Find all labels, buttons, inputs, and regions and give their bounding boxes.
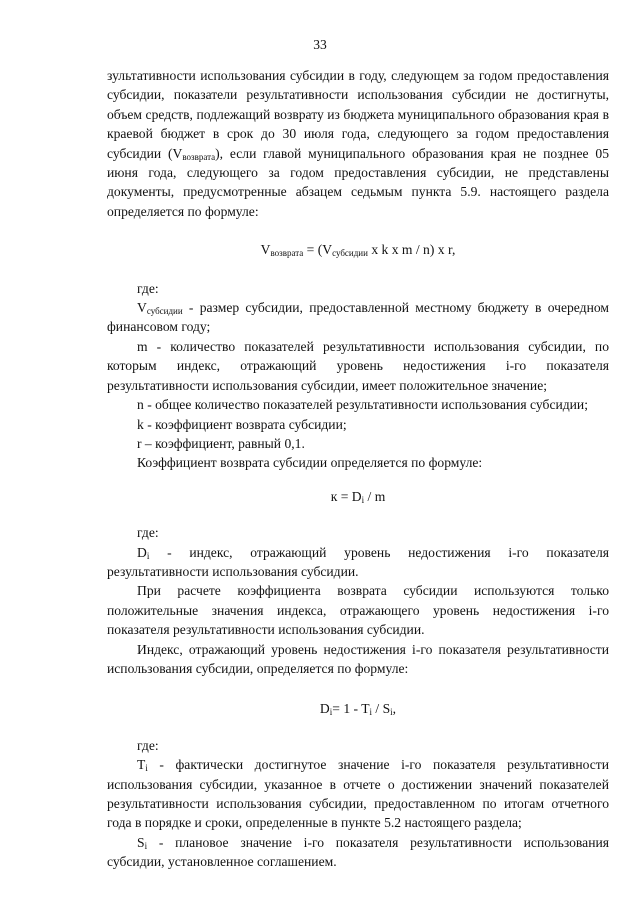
document-body <box>107 66 609 872</box>
definition-m: m - количество показателей результативности использования субсидии, по которым индекс, отражающий уровень недостижения i-го показателя результативности использования субсидии, имеет положительное значение; <box>107 338 609 393</box>
paragraph-positive-values: При расчете коэффициента возврата субсидии используются только положительные значения индекса, отражающего уровень недостижения i-го показателя результативности использования субсидии. <box>107 583 609 638</box>
intro-paragraph: зультативности использования субсидии в году, следующем за годом предоставления субсидии, показатели результативности использования субсидии не достигнуты, объем средств, подлежащий возврату из бюджета муниципального образования края в краевой бюджет в срок до 30 июля года, следующего за годом предоставления субсидии $(V_{возврата})$, если главой муниципального образования края не позднее 05 июня года, следующего за годом предоставления субсидии, не представлены документы, предусмотренные абзацем седьмым пункта 5.9. настоящего раздела определяется по формуле: <box>107 68 609 219</box>
where-label: где: <box>137 280 159 296</box>
definition-ti: $T_i$ - фактически достигнутое значение i-го показателя результативности использования субсидии, указанное в отчете о достижении значений показателей результативности использования субсидии, предоставленном по итогам отчетного года в порядке и сроки, определенные в пункте 5.2 настоящего раздела; <box>107 757 609 831</box>
definition-si: $S_i$ - плановое значение i-го показателя результативности использования субсидии, установленное соглашением. <box>107 834 609 870</box>
formula-k: $к = D_i / m$ <box>330 488 386 505</box>
where-label: где: <box>137 525 159 541</box>
definition-r: r – коэффициент, равный 0,1. <box>137 435 305 451</box>
paragraph-index: Индекс, отражающий уровень недостижения i-го показателя результативности использования субсидии, определяется по формуле: <box>107 641 609 676</box>
formula-refund: $V_{возврата} = (V_{субсидии}$ x k x m / n) x r, <box>260 242 456 259</box>
formula-di: $D_i= 1 - T_i / S_i$, <box>319 701 397 718</box>
where-label: где: <box>137 737 159 753</box>
definition-di: $D_i$ - индекс, отражающий уровень недостижения i-го показателя результативности использования субсидии. <box>107 544 609 579</box>
page-number: 33 <box>313 37 327 52</box>
definition-n: n - общее количество показателей результативности использования субсидии; <box>137 397 588 413</box>
k-intro: Коэффициент возврата субсидии определяется по формуле: <box>137 455 483 471</box>
definition-v: $V_{субсидии}$ - размер субсидии, предоставленной местному бюджету в очередном финансовом году; <box>107 300 609 335</box>
definition-k: k - коэффициент возврата субсидии; <box>137 416 347 432</box>
